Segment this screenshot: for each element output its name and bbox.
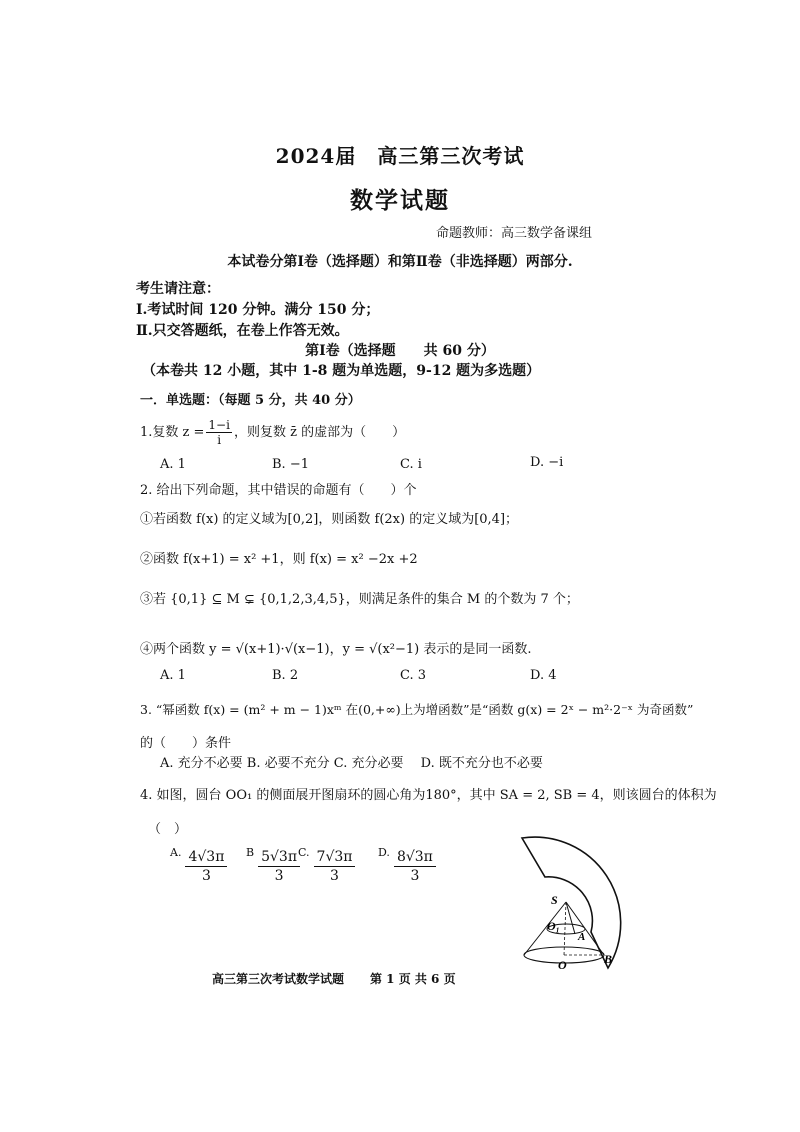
notice-heading: 考生请注意： <box>136 281 220 297</box>
q3-options: A. 充分不必要 B. 必要不充分 C. 充分必要 D. 既不充分也不必要 <box>160 756 543 771</box>
q4-option-c-value <box>314 848 356 885</box>
q1-pre: 1.复数 z = <box>140 425 205 440</box>
label-b: B <box>604 952 613 966</box>
q2-option-c: C. 3 <box>400 668 427 683</box>
q4-option-d-value <box>394 848 436 885</box>
q4-option-b-letter: B <box>246 846 255 859</box>
footer-title: 高三第三次考试数学试题 <box>212 972 345 986</box>
q1-denominator: i <box>217 433 222 447</box>
q4-b-denominator: 3 <box>274 868 284 884</box>
q2-proposition-2: ②函数 f(x+1) = x² +1，则 f(x) = x² −2x +2 <box>140 552 418 567</box>
footer-page-number: 第 1 页 共 6 页 <box>370 972 456 986</box>
q2-proposition-4: ④两个函数 y = √(x+1)·√(x−1)，y = √(x²−1) 表示的是同一函数. <box>140 642 532 657</box>
question-2: 2. 给出下列命题，其中错误的命题有（ ）个 <box>140 483 417 498</box>
q1-option-d: D. −i <box>530 455 564 470</box>
part1-title: 第Ⅰ卷（选择题 共 60 分） <box>305 343 495 359</box>
q2-option-a: A. 1 <box>160 668 186 683</box>
question-1 <box>140 418 405 447</box>
q4-d-denominator: 3 <box>410 868 420 884</box>
q4-option-d-letter: D. <box>378 846 390 859</box>
q2-proposition-1: ①若函数 f(x) 的定义域为[0,2]，则函数 f(2x) 的定义域为[0,4]； <box>140 512 519 527</box>
q2-proposition-3: ③若 {0,1} ⊆ M ⊊ {0,1,2,3,4,5}，则满足条件的集合 M 的个数为 7 个； <box>140 592 579 607</box>
q1-post: ，则复数 z̄ 的虚部为（ ） <box>233 425 406 440</box>
q1-option-b: B. −1 <box>272 457 309 472</box>
q2-option-d: D. 4 <box>530 668 557 683</box>
q4-option-c-letter: C. <box>298 846 310 859</box>
section-heading: 一．单选题：（每题 5 分，共 40 分） <box>140 393 361 408</box>
q4-answer-paren: （ ） <box>148 822 188 837</box>
notice-item-2: Ⅱ.只交答题纸，在卷上作答无效。 <box>136 323 349 339</box>
q4-a-numerator: 4√3π <box>185 848 227 867</box>
intro-line: 本试卷分第Ⅰ卷（选择题）和第Ⅱ卷（非选择题）两部分. <box>227 254 573 270</box>
generatrix-sa <box>566 902 575 934</box>
q4-b-numerator: 5√3π <box>258 848 300 867</box>
q4-option-c <box>298 846 355 885</box>
q4-c-numerator: 7√3π <box>314 848 356 867</box>
notice-item-1: Ⅰ.考试时间 120 分钟。满分 150 分； <box>136 302 380 318</box>
q1-numerator: 1−i <box>208 418 230 432</box>
q4-c-denominator: 3 <box>330 868 339 884</box>
subject-title: 数学试题 <box>350 187 450 214</box>
question-4: 4. 如图，圆台 OO₁ 的侧面展开图扇环的圆心角为180°，其中 SA = 2, SB = 4，则该圆台的体积为 <box>140 788 717 803</box>
q1-option-c: C. i <box>400 457 422 472</box>
label-s: S <box>551 893 558 907</box>
q4-option-d <box>378 846 436 885</box>
question-3: 3. “幂函数 f(x) = (m² + m − 1)xᵐ 在(0,+∞)上为增函数”是“函数 g(x) = 2ˣ − m²·2⁻ˣ 为奇函数” <box>140 702 694 717</box>
author-line: 命题教师：高三数学备课组 <box>436 226 593 241</box>
q4-option-a <box>170 846 227 885</box>
part1-note: （本卷共 12 小题，其中 1-8 题为单选题，9-12 题为多选题） <box>142 363 541 379</box>
frustum-figure <box>500 822 650 977</box>
q4-option-b-value <box>258 848 300 885</box>
exam-title: 2024届 高三第三次考试 <box>275 144 525 168</box>
q4-d-numerator: 8√3π <box>394 848 436 867</box>
q1-option-a: A. 1 <box>160 457 186 472</box>
label-o1: O₁ <box>547 919 560 933</box>
q1-fraction <box>206 418 232 447</box>
q4-option-a-letter: A. <box>170 846 182 859</box>
q4-option-a-value <box>185 848 227 885</box>
q4-a-denominator: 3 <box>201 868 211 884</box>
q4-option-b <box>246 846 300 885</box>
label-o: O <box>558 958 567 972</box>
q2-option-b: B. 2 <box>272 668 299 683</box>
q3-stem-tail: 的（ ）条件 <box>140 736 232 751</box>
label-a: A <box>578 931 586 943</box>
annular-sector-unfolded <box>522 837 621 968</box>
